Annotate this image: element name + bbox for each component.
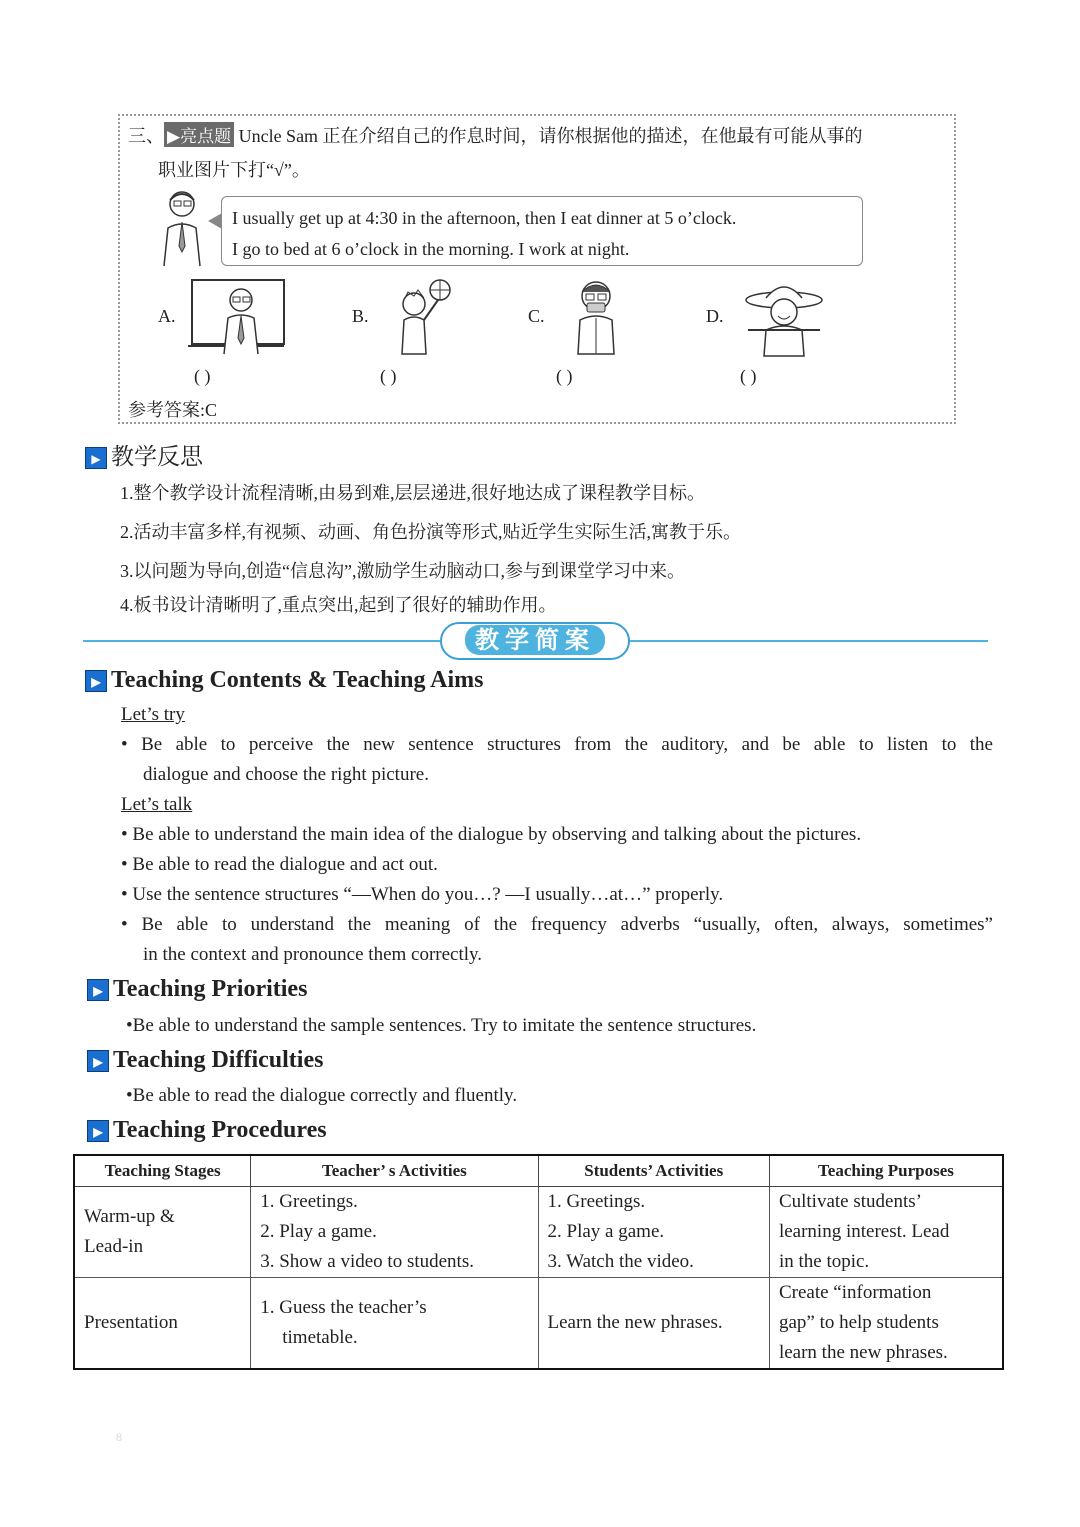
play-icon: ▶ — [87, 979, 109, 1001]
option-a-label: A. — [158, 306, 176, 326]
answer-blank-c[interactable]: ( ) — [556, 366, 573, 386]
stage-cell: Presentation — [74, 1278, 251, 1370]
play-icon: ▶ — [87, 1050, 109, 1072]
priorities-text: •Be able to understand the sample sentences. Try to imitate the sentence structures. — [126, 1015, 757, 1036]
table-row — [74, 1187, 1003, 1278]
instruction-line-2: 职业图片下打“√”。 — [158, 160, 310, 180]
try-bullet: • Be able to perceive the new sentence structures from the auditory, and be able to listen to the — [121, 734, 993, 755]
stage-cell: Warm-up & Lead-in — [74, 1187, 251, 1278]
talk-bullet-4-cont: in the context and pronounce them correctly. — [143, 944, 483, 965]
farmer-picture-icon[interactable] — [744, 276, 826, 358]
play-icon: ▶ — [87, 1120, 109, 1142]
teacher-cell: 1. Guess the teacher’s timetable. — [251, 1278, 538, 1370]
purpose-cell: Create “information gap” to help students learn the new phrases. — [769, 1278, 1003, 1370]
play-icon: ▶ — [85, 670, 107, 692]
difficulties-text: •Be able to read the dialogue correctly and fluently. — [126, 1085, 518, 1106]
talk-bullet-2: • Be able to read the dialogue and act out. — [121, 854, 438, 875]
purpose-cell: Cultivate students’ learning interest. Lead in the topic. — [769, 1187, 1003, 1278]
exercise-number: 三、 — [128, 126, 164, 146]
try-bullet-cont: dialogue and choose the right picture. — [143, 764, 429, 785]
option-c-label: C. — [528, 306, 545, 326]
reflection-item-2: 2.活动丰富多样,有视频、动画、角色扮演等形式,贴近学生实际生活,寓教于乐。 — [120, 522, 741, 542]
answer-blank-d[interactable]: ( ) — [740, 366, 757, 386]
speech-line-1: I usually get up at 4:30 in the afternoon, then I eat dinner at 5 o’clock. — [232, 208, 737, 228]
procedures-table — [73, 1154, 1004, 1370]
reflection-item-3: 3.以问题为导向,创造“信息沟”,激励学生动脑动口,参与到课堂学习中来。 — [120, 561, 685, 581]
table-row — [74, 1278, 1003, 1370]
priorities-heading: ▶ Teaching Priorities — [87, 976, 307, 1003]
header-stages: Teaching Stages — [74, 1155, 251, 1187]
talk-bullet-4: • Be able to understand the meaning of the frequency adverbs “usually, often, always, sometimes” — [121, 914, 993, 935]
doctor-picture-icon[interactable] — [570, 274, 622, 358]
difficulties-heading: ▶ Teaching Difficulties — [87, 1047, 323, 1074]
exercise-instruction — [128, 122, 863, 148]
reflection-item-1: 1.整个教学设计流程清晰,由易到难,层层递进,很好地达成了课程教学目标。 — [120, 483, 705, 503]
reference-answer: 参考答案:C — [128, 400, 218, 420]
talk-bullet-3: • Use the sentence structures “—When do you…? —I usually…at…” properly. — [121, 884, 724, 905]
reflection-heading: ▶ 教学反思 — [85, 438, 203, 471]
uncle-sam-icon — [152, 186, 214, 270]
speech-line-2: I go to bed at 6 o’clock in the morning. I work at night. — [232, 239, 630, 259]
instruction-line-1: Uncle Sam 正在介绍自己的作息时间，请你根据他的描述，在他最有可能从事的 — [238, 126, 863, 146]
teacher-cell: 1. Greetings. 2. Play a game. 3. Show a video to students. — [251, 1187, 538, 1278]
page-number: 8 — [116, 1430, 122, 1444]
talk-bullet-1: • Be able to understand the main idea of the dialogue by observing and talking about the pictures. — [121, 824, 862, 845]
answer-blank-b[interactable]: ( ) — [380, 366, 397, 386]
header-students: Students’ Activities — [538, 1155, 769, 1187]
option-d-label: D. — [706, 306, 724, 326]
basketball-player-icon[interactable] — [390, 278, 456, 358]
contents-heading: ▶ Teaching Contents & Teaching Aims — [85, 667, 484, 694]
play-icon: ▶ — [85, 447, 107, 469]
answer-blank-a[interactable]: ( ) — [194, 366, 211, 386]
header-purposes: Teaching Purposes — [769, 1155, 1003, 1187]
lets-try-label: Let’s try — [121, 704, 185, 725]
students-cell: Learn the new phrases. — [538, 1278, 769, 1370]
procedures-heading: ▶ Teaching Procedures — [87, 1117, 327, 1144]
header-teacher: Teacher’ s Activities — [251, 1155, 538, 1187]
lets-talk-label: Let’s talk — [121, 794, 193, 815]
speech-bubble — [221, 196, 863, 266]
highlight-tag: ▶亮点题 — [164, 122, 234, 147]
reflection-item-4: 4.板书设计清晰明了,重点突出,起到了很好的辅助作用。 — [120, 595, 557, 615]
lesson-plan-banner: 教学简案 — [440, 622, 630, 660]
teacher-picture-icon[interactable] — [186, 278, 288, 356]
students-cell: 1. Greetings. 2. Play a game. 3. Watch the video. — [538, 1187, 769, 1278]
option-b-label: B. — [352, 306, 369, 326]
table-header-row — [74, 1155, 1003, 1187]
